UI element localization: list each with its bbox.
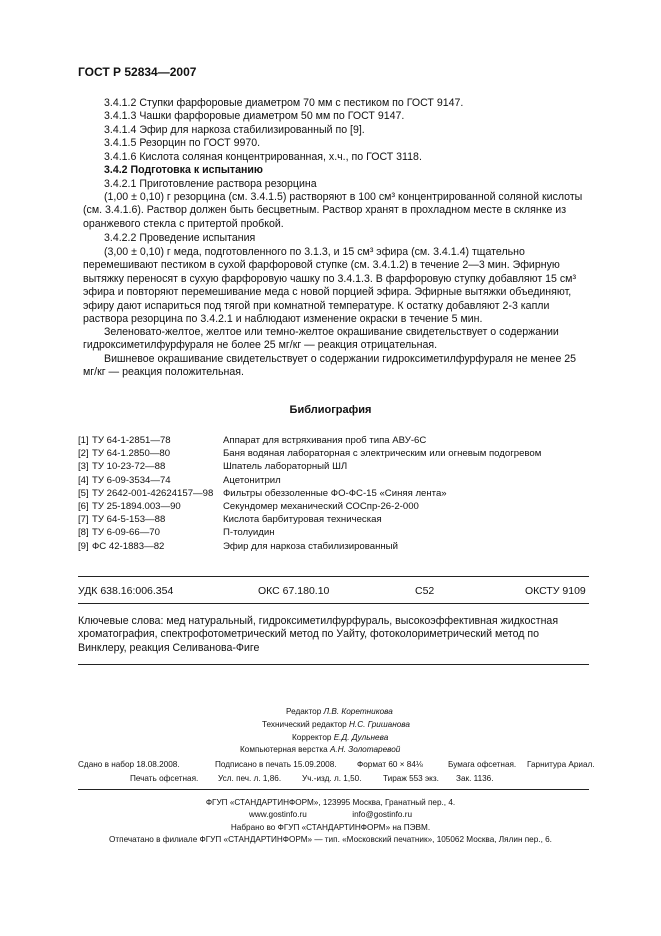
bib-code: ФС 42-1883—82 — [92, 540, 165, 552]
bibliography-item — [78, 500, 541, 513]
bib-code: ТУ 64-1-2851—78 — [92, 435, 171, 446]
bib-num: [2] — [78, 448, 89, 460]
clause-3-4-1-3: 3.4.1.3 Чашки фарфоровые диаметром 50 мм по ГОСТ 9147. — [104, 110, 405, 122]
publisher-line: Набрано во ФГУП «СТАНДАРТИНФОРМ» на ПЭВМ. — [230, 822, 431, 832]
c-code: С52 — [415, 585, 435, 597]
bib-code: ТУ 25-1894.003—90 — [92, 501, 181, 513]
staff-name: Н.С. Гришанова — [349, 719, 410, 729]
bibliography-item — [78, 513, 541, 526]
bib-title: Баня водяная лабораторная с электрическим или огневым подогревом — [223, 448, 542, 460]
bib-title: Шпатель лабораторный ШЛ — [223, 461, 348, 473]
imprint-line: Подписано в печать 15.09.2008. — [215, 760, 337, 769]
bib-title: Эфир для наркоза стабилизированный — [223, 540, 398, 552]
staff-name: А.Н. Золотаревой — [329, 745, 401, 755]
imprint-line: Печать офсетная. — [130, 774, 199, 783]
bib-title: Секундомер механический СОСпр-26-2-000 — [223, 501, 419, 513]
imprint-line: Зак. 1136. — [456, 774, 494, 783]
bib-code: ТУ 6-09-3534—74 — [92, 474, 171, 486]
bibliography-title: Библиография — [289, 404, 372, 416]
bibliography-item — [78, 460, 541, 473]
bib-title: П-толуидин — [223, 527, 275, 539]
keywords: Ключевые слова: мед натуральный, гидроксиметилфурфураль, высокоэффективная жидкостная хроматография, спектрофотометрический метод по Уайту, фотоколориметрический метод по Винклеру, реакция Селиванова-Фиге — [78, 615, 559, 654]
bibliography-item — [78, 526, 541, 539]
udk-divider — [78, 603, 589, 604]
clause-3-4-2-1: 3.4.2.1 Приготовление раствора резорцина — [104, 178, 317, 190]
imprint-line: Сдано в набор 18.08.2008. — [78, 760, 180, 769]
okstu-code: ОКСТУ 9109 — [525, 585, 586, 597]
publisher-line: Отпечатано в филиале ФГУП «СТАНДАРТИНФОРМ» — тип. «Московский печатник», 105062 Москва, Лялин пер., 6. — [109, 834, 552, 844]
bibliography-item — [78, 487, 541, 500]
staff-line — [240, 744, 410, 757]
clause-3-4-2-heading: 3.4.2 Подготовка к испытанию — [104, 164, 263, 176]
bib-code: ТУ 2642-001-42624157—98 — [92, 487, 214, 499]
bib-num: [1] — [78, 435, 89, 446]
clause-3-4-2-2: 3.4.2.2 Проведение испытания — [104, 232, 256, 244]
bib-num: [6] — [78, 501, 89, 513]
bib-code: ТУ 64-1.2850—80 — [92, 448, 171, 460]
staff-role: Редактор — [286, 707, 322, 716]
bibliography-list — [78, 434, 541, 553]
publisher-line: www.gostinfo.ru info@gostinfo.ru — [248, 810, 413, 820]
staff-name: Л.В. Коретникова — [323, 707, 393, 716]
bibliography-item — [78, 434, 541, 447]
staff-credits — [240, 706, 410, 757]
page-header: ГОСТ Р 52834—2007 — [78, 65, 197, 79]
bib-code: ТУ 6-09-66—70 — [92, 527, 160, 539]
bib-num: [5] — [78, 487, 89, 499]
bib-title: Кислота барбитуровая техническая — [223, 514, 382, 526]
publisher-info — [0, 797, 661, 846]
imprint-line: Бумага офсетная. — [448, 760, 517, 769]
publisher-divider — [78, 789, 589, 790]
imprint-line: Тираж 553 экз. — [383, 774, 439, 783]
clause-3-4-1-5: 3.4.1.5 Резорцин по ГОСТ 9970. — [104, 137, 261, 149]
imprint-line: Гарнитура Ариал. — [527, 760, 595, 769]
paragraph-positive-reaction: Вишневое окрашивание свидетельствует о содержании гидроксиметилфурфураля не менее 25 мг/кг — реакция положительная. — [83, 353, 577, 379]
imprint-line: Формат 60 × 84⅛ — [357, 760, 423, 769]
bibliography-item — [78, 540, 541, 553]
bib-num: [7] — [78, 514, 89, 526]
imprint-line: Усл. печ. л. 1,86. — [218, 774, 282, 783]
staff-line — [240, 719, 410, 732]
bib-title: Аппарат для встряхивания проб типа АВУ-6С — [223, 435, 427, 446]
bib-code: ТУ 64-5-153—88 — [92, 514, 166, 526]
top-divider — [78, 576, 589, 577]
clause-3-4-1-4: 3.4.1.4 Эфир для наркоза стабилизированный по [9]. — [104, 124, 365, 136]
bibliography-item — [78, 474, 541, 487]
paragraph-negative-reaction: Зеленовато-желтое, желтое или темно-желтое окрашивание свидетельствует о содержании гидроксиметилфурфураля не более 25 мг/кг — реакция отрицательная. — [83, 326, 559, 352]
bib-title: Ацетонитрил — [223, 474, 281, 486]
udk-code: УДК 638.16:006.354 — [78, 585, 174, 597]
keywords-divider — [78, 664, 589, 665]
clause-3-4-1-2: 3.4.1.2 Ступки фарфоровые диаметром 70 мм с пестиком по ГОСТ 9147. — [104, 97, 464, 109]
imprint-line: Уч.-изд. л. 1,50. — [302, 774, 362, 783]
staff-name: Е.Д. Дульнева — [333, 732, 389, 742]
staff-line — [240, 732, 410, 745]
bib-num: [9] — [78, 540, 89, 552]
staff-role: Компьютерная верстка — [240, 745, 328, 755]
bib-num: [4] — [78, 474, 89, 486]
bib-code: ТУ 10-23-72—88 — [92, 461, 166, 473]
paragraph-test-procedure: (3,00 ± 0,10) г меда, подготовленного по 3.1.3, и 15 см³ эфира (см. 3.4.1.4) тщательно перемешивают пестиком в сухой фарфоровой ступке (см. 3.4.1.2) в течение 2—3 мин. Эфирную вытяжку переносят в сухую фарфоровую чашку по 3.4.1.3. В фарфоровую ступку добавляют 15 см³ эфира и повторяют перемешивание меда с новой порцией эфира. Эфирные вытяжки объединяют, эфиру дают испариться под тягой при комнатной температуре. К остатку добавляют 2-3 капли раствора резорцина по 3.4.2.1 и наблюдают изменение окраски в течение 5 мин. — [83, 246, 576, 326]
bib-title: Фильтры обеззоленные ФО-ФС-15 «Синяя лента» — [223, 487, 447, 499]
bib-num: [3] — [78, 461, 89, 473]
bib-num: [8] — [78, 527, 89, 539]
staff-role: Корректор — [292, 732, 332, 742]
clause-3-4-1-6: 3.4.1.6 Кислота соляная концентрированная, х.ч., по ГОСТ 3118. — [104, 151, 422, 163]
staff-role: Технический редактор — [262, 719, 347, 729]
paragraph-resorcinol-prep: (1,00 ± 0,10) г резорцина (см. 3.4.1.5) растворяют в 100 см³ концентрированной соляной кислоты (см. 3.4.1.6). Раствор должен быть бесцветным. Раствор хранят в прохладном месте в склянке из оранжевого стекла с притертой пробкой. — [83, 191, 583, 230]
bibliography-item — [78, 447, 541, 460]
publisher-line: ФГУП «СТАНДАРТИНФОРМ», 123995 Москва, Гранатный пер., 4. — [205, 798, 456, 807]
staff-line — [240, 706, 410, 719]
oks-code: ОКС 67.180.10 — [258, 585, 330, 597]
